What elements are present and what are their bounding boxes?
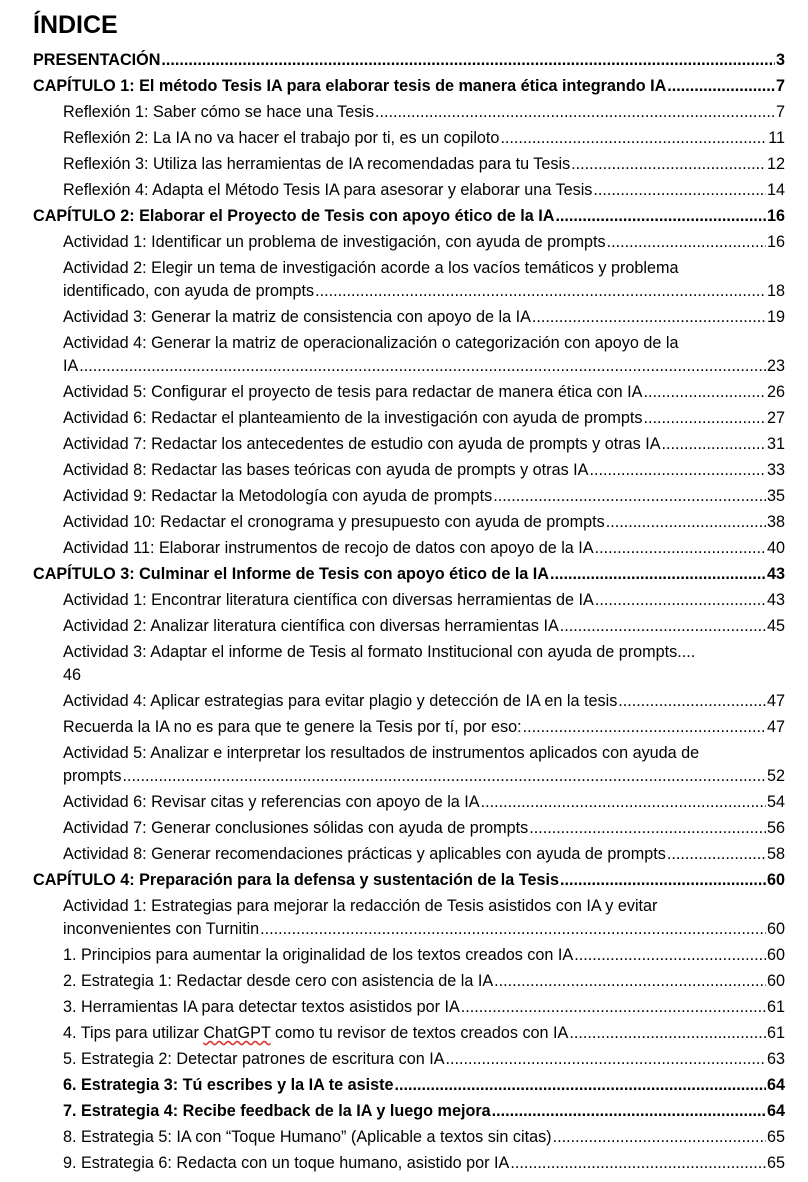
toc-page-number: 54 bbox=[766, 793, 785, 811]
toc-dot-leader bbox=[493, 485, 766, 508]
toc-dot-leader bbox=[644, 407, 766, 430]
toc-entry-title: Actividad 4: Aplicar estrategias para evitar plagio y detección de IA en la tesis bbox=[63, 692, 618, 710]
toc-entry[interactable] bbox=[33, 791, 785, 814]
toc-entry-title: Actividad 6: Redactar el planteamiento de la investigación con ayuda de prompts bbox=[63, 409, 643, 427]
toc-entry[interactable] bbox=[33, 970, 785, 993]
toc-entry-title: Actividad 5: Configurar el proyecto de tesis para redactar de manera ética con IA bbox=[63, 383, 643, 401]
toc-dot-leader bbox=[122, 765, 766, 788]
toc-entry-title: 2. Estrategia 1: Redactar desde cero con asistencia de la IA bbox=[63, 972, 494, 990]
toc-dot-leader bbox=[492, 1100, 766, 1123]
toc-dot-leader bbox=[510, 1152, 766, 1175]
toc-dot-leader bbox=[553, 1126, 766, 1149]
toc-dot-leader bbox=[618, 690, 766, 713]
toc-entry[interactable] bbox=[33, 589, 785, 612]
toc-entry[interactable] bbox=[33, 381, 785, 404]
toc-entry[interactable] bbox=[33, 127, 785, 150]
toc-entry-title: Actividad 11: Elaborar instrumentos de recojo de datos con apoyo de la IA bbox=[63, 539, 594, 557]
toc-dot-leader bbox=[375, 101, 775, 124]
toc-page-number: 12 bbox=[766, 155, 785, 173]
toc-entry-title: 1. Principios para aumentar la originalidad de los textos creados con IA bbox=[63, 946, 574, 964]
toc-page-number: 7 bbox=[775, 103, 785, 121]
toc-page-number: 11 bbox=[768, 129, 785, 147]
toc-entry[interactable] bbox=[33, 511, 785, 534]
toc-entry-title: Actividad 1: Encontrar literatura científica con diversas herramientas de IA bbox=[63, 591, 594, 609]
toc-entry-title: Reflexión 2: La IA no va hacer el trabajo por ti, es un copiloto bbox=[63, 129, 500, 147]
toc-chapter-entry[interactable] bbox=[33, 563, 785, 586]
toc-page-number: 27 bbox=[766, 409, 785, 427]
toc-entry-title: prompts bbox=[63, 767, 122, 785]
toc-entry[interactable] bbox=[33, 1074, 785, 1097]
toc-entry[interactable] bbox=[33, 996, 785, 1019]
toc-entry-title: Actividad 7: Generar conclusiones sólidas con ayuda de prompts bbox=[63, 819, 529, 837]
toc-entry[interactable] bbox=[33, 1152, 785, 1175]
toc-entry-title: 3. Herramientas IA para detectar textos asistidos por IA bbox=[63, 998, 460, 1016]
toc-entry[interactable] bbox=[33, 332, 785, 378]
index-heading: ÍNDICE bbox=[33, 11, 118, 39]
toc-page-number: 65 bbox=[766, 1154, 785, 1172]
toc-page-number: 63 bbox=[766, 1050, 785, 1068]
toc-entry-title: Actividad 1: Identificar un problema de investigación, con ayuda de prompts bbox=[63, 233, 606, 251]
toc-dot-leader bbox=[260, 918, 766, 941]
toc-entry[interactable] bbox=[33, 459, 785, 482]
toc-entry-title: Actividad 9: Redactar la Metodología con ayuda de prompts bbox=[63, 487, 493, 505]
toc-page-number: 26 bbox=[766, 383, 785, 401]
toc-entry-title-line: Actividad 5: Analizar e interpretar los resultados de instrumentos aplicados con ayuda de bbox=[63, 744, 700, 762]
toc-page-number: 47 bbox=[766, 718, 785, 736]
toc-entry-title: Reflexión 1: Saber cómo se hace una Tesis bbox=[63, 103, 375, 121]
toc-page-number: 60 bbox=[766, 972, 785, 990]
toc-entry-title: CAPÍTULO 3: Culminar el Informe de Tesis con apoyo ético de la IA bbox=[33, 565, 549, 583]
toc-entry[interactable] bbox=[33, 895, 785, 941]
toc-entry-title: Actividad 2: Analizar literatura científica con diversas herramientas IA bbox=[63, 617, 559, 635]
toc-dot-leader bbox=[161, 49, 775, 72]
toc-page-number: 3 bbox=[775, 51, 785, 69]
toc-entry-title: IA bbox=[63, 357, 79, 375]
toc-page-number: 43 bbox=[766, 591, 785, 609]
toc-page-number: 31 bbox=[766, 435, 785, 453]
toc-dot-leader bbox=[569, 1022, 766, 1045]
toc-dot-leader bbox=[606, 511, 766, 534]
toc-dot-leader bbox=[79, 355, 766, 378]
toc-entry[interactable] bbox=[33, 843, 785, 866]
toc-dot-leader bbox=[560, 869, 766, 892]
toc-chapter-entry[interactable] bbox=[33, 205, 785, 228]
toc-page-number: 19 bbox=[766, 308, 785, 326]
toc-dot-leader bbox=[523, 716, 766, 739]
toc-entry[interactable] bbox=[33, 742, 785, 788]
toc-page-number: 58 bbox=[766, 845, 785, 863]
toc-dot-leader bbox=[395, 1074, 766, 1097]
toc-entry[interactable] bbox=[33, 1022, 785, 1045]
toc-page-number: 60 bbox=[766, 946, 785, 964]
toc-entry[interactable] bbox=[33, 257, 785, 303]
toc-entry-title: 5. Estrategia 2: Detectar patrones de escritura con IA bbox=[63, 1050, 445, 1068]
toc-entry-title: 4. Tips para utilizar ChatGPT como tu revisor de textos creados con IA bbox=[63, 1024, 569, 1042]
toc-page-number: 16 bbox=[766, 207, 785, 225]
toc-page-number: 65 bbox=[766, 1128, 785, 1146]
toc-dot-leader bbox=[446, 1048, 766, 1071]
toc-chapter-entry[interactable] bbox=[33, 49, 785, 72]
toc-entry-title: Reflexión 4: Adapta el Método Tesis IA para asesorar y elaborar una Tesis bbox=[63, 181, 593, 199]
toc-entry-title: 6. Estrategia 3: Tú escribes y la IA te asiste bbox=[63, 1076, 394, 1094]
toc-entry[interactable] bbox=[33, 716, 785, 739]
toc-dot-leader bbox=[667, 843, 766, 866]
toc-entry-title: Actividad 7: Redactar los antecedentes de estudio con ayuda de prompts y otras IA bbox=[63, 435, 661, 453]
toc-entry[interactable] bbox=[33, 153, 785, 176]
toc-page-number: 7 bbox=[775, 77, 785, 95]
toc-entry-title: Actividad 3: Generar la matriz de consistencia con apoyo de la IA bbox=[63, 308, 531, 326]
toc-page-number: 60 bbox=[766, 871, 785, 889]
toc-page-number: 56 bbox=[766, 819, 785, 837]
toc-entry[interactable] bbox=[33, 485, 785, 508]
toc-entry[interactable] bbox=[33, 231, 785, 254]
toc-dot-leader bbox=[607, 231, 766, 254]
toc-entry-title: 8. Estrategia 5: IA con “Toque Humano” (Aplicable a textos sin citas) bbox=[63, 1128, 552, 1146]
toc-entry[interactable] bbox=[33, 641, 785, 687]
toc-entry-title: Reflexión 3: Utiliza las herramientas de IA recomendadas para tu Tesis bbox=[63, 155, 571, 173]
toc-entry[interactable] bbox=[33, 615, 785, 638]
toc-dot-leader bbox=[560, 615, 766, 638]
toc-dot-leader bbox=[662, 433, 766, 456]
toc-page-number: 38 bbox=[766, 513, 785, 531]
toc-entry-title: 9. Estrategia 6: Redacta con un toque humano, asistido por IA bbox=[63, 1154, 510, 1172]
toc-dot-leader bbox=[494, 970, 766, 993]
toc-page-number: 61 bbox=[766, 998, 785, 1016]
toc-entry-title: Actividad 8: Redactar las bases teóricas con ayuda de prompts y otras IA bbox=[63, 461, 589, 479]
toc-entry-title: CAPÍTULO 1: El método Tesis IA para elaborar tesis de manera ética integrando IA bbox=[33, 77, 667, 95]
toc-entry-title-line: Actividad 4: Generar la matriz de operacionalización o categorización con apoyo de la bbox=[63, 334, 679, 352]
toc-page-number: 45 bbox=[766, 617, 785, 635]
toc-dot-leader bbox=[595, 537, 766, 560]
toc-dot-leader bbox=[529, 817, 766, 840]
toc-entry[interactable] bbox=[33, 1100, 785, 1123]
toc-entry-title: CAPÍTULO 2: Elaborar el Proyecto de Tesis con apoyo ético de la IA bbox=[33, 207, 555, 225]
toc-entry-title: Actividad 10: Redactar el cronograma y presupuesto con ayuda de prompts bbox=[63, 513, 605, 531]
toc-dot-leader bbox=[481, 791, 766, 814]
toc-page-number: 61 bbox=[766, 1024, 785, 1042]
toc-page-number: 43 bbox=[766, 565, 785, 583]
toc-entry[interactable] bbox=[33, 537, 785, 560]
toc-dot-leader bbox=[555, 205, 766, 228]
toc-page-number: 52 bbox=[766, 767, 785, 785]
toc-dot-leader bbox=[571, 153, 766, 176]
toc-dot-leader bbox=[461, 996, 766, 1019]
toc-entry[interactable] bbox=[33, 433, 785, 456]
toc-page-number: 33 bbox=[766, 461, 785, 479]
toc-dot-leader bbox=[532, 306, 766, 329]
toc-dot-leader bbox=[589, 459, 766, 482]
toc-entry-title-line: Actividad 2: Elegir un tema de investigación acorde a los vacíos temáticos y problema bbox=[63, 259, 679, 277]
toc-chapter-entry[interactable] bbox=[33, 75, 785, 98]
toc-chapter-entry[interactable] bbox=[33, 869, 785, 892]
toc-entry[interactable] bbox=[33, 1048, 785, 1071]
toc-page-number: 18 bbox=[766, 282, 785, 300]
toc-entry-title: Actividad 8: Generar recomendaciones prácticas y aplicables con ayuda de prompts bbox=[63, 845, 666, 863]
toc-entry-title: Recuerda la IA no es para que te genere la Tesis por tí, por eso: bbox=[63, 718, 522, 736]
toc-entry-title: CAPÍTULO 4: Preparación para la defensa y sustentación de la Tesis bbox=[33, 871, 559, 889]
toc-dot-leader bbox=[667, 75, 775, 98]
toc-page-number: 47 bbox=[766, 692, 785, 710]
toc-entry-title: identificado, con ayuda de prompts bbox=[63, 282, 315, 300]
toc-dot-leader bbox=[550, 563, 766, 586]
toc-entry-title: PRESENTACIÓN bbox=[33, 51, 161, 69]
toc-entry-title: 46 bbox=[63, 666, 82, 684]
toc-dot-leader bbox=[595, 589, 766, 612]
toc-entry[interactable] bbox=[33, 101, 785, 124]
toc-page-number: 23 bbox=[766, 357, 785, 375]
toc-entry-title: inconvenientes con Turnitin bbox=[63, 920, 260, 938]
toc-dot-leader bbox=[574, 944, 766, 967]
toc-entry-title: 7. Estrategia 4: Recibe feedback de la IA y luego mejora bbox=[63, 1102, 491, 1120]
toc-entry[interactable] bbox=[33, 817, 785, 840]
toc-page-number: 40 bbox=[766, 539, 785, 557]
toc-page-number: 35 bbox=[766, 487, 785, 505]
toc-page-number: 60 bbox=[766, 920, 785, 938]
toc-entry[interactable] bbox=[33, 1126, 785, 1149]
toc-entry[interactable] bbox=[33, 407, 785, 430]
table-of-contents bbox=[33, 49, 785, 1175]
toc-entry[interactable] bbox=[33, 179, 785, 202]
toc-dot-leader bbox=[643, 381, 766, 404]
toc-entry[interactable] bbox=[33, 944, 785, 967]
toc-entry-title-line: Actividad 3: Adaptar el informe de Tesis al formato Institucional con ayuda de prompts.... bbox=[63, 643, 696, 661]
toc-page-number: 64 bbox=[766, 1102, 785, 1120]
toc-entry-title: Actividad 6: Revisar citas y referencias con apoyo de la IA bbox=[63, 793, 480, 811]
toc-page-number: 64 bbox=[766, 1076, 785, 1094]
toc-page-number: 16 bbox=[766, 233, 785, 251]
toc-dot-leader bbox=[315, 280, 766, 303]
toc-entry-title-line: Actividad 1: Estrategias para mejorar la redacción de Tesis asistidos con IA y evitar bbox=[63, 897, 658, 915]
toc-dot-leader bbox=[593, 179, 766, 202]
toc-dot-leader bbox=[500, 127, 767, 150]
toc-entry[interactable] bbox=[33, 690, 785, 713]
toc-page-number: 14 bbox=[766, 181, 785, 199]
toc-entry[interactable] bbox=[33, 306, 785, 329]
